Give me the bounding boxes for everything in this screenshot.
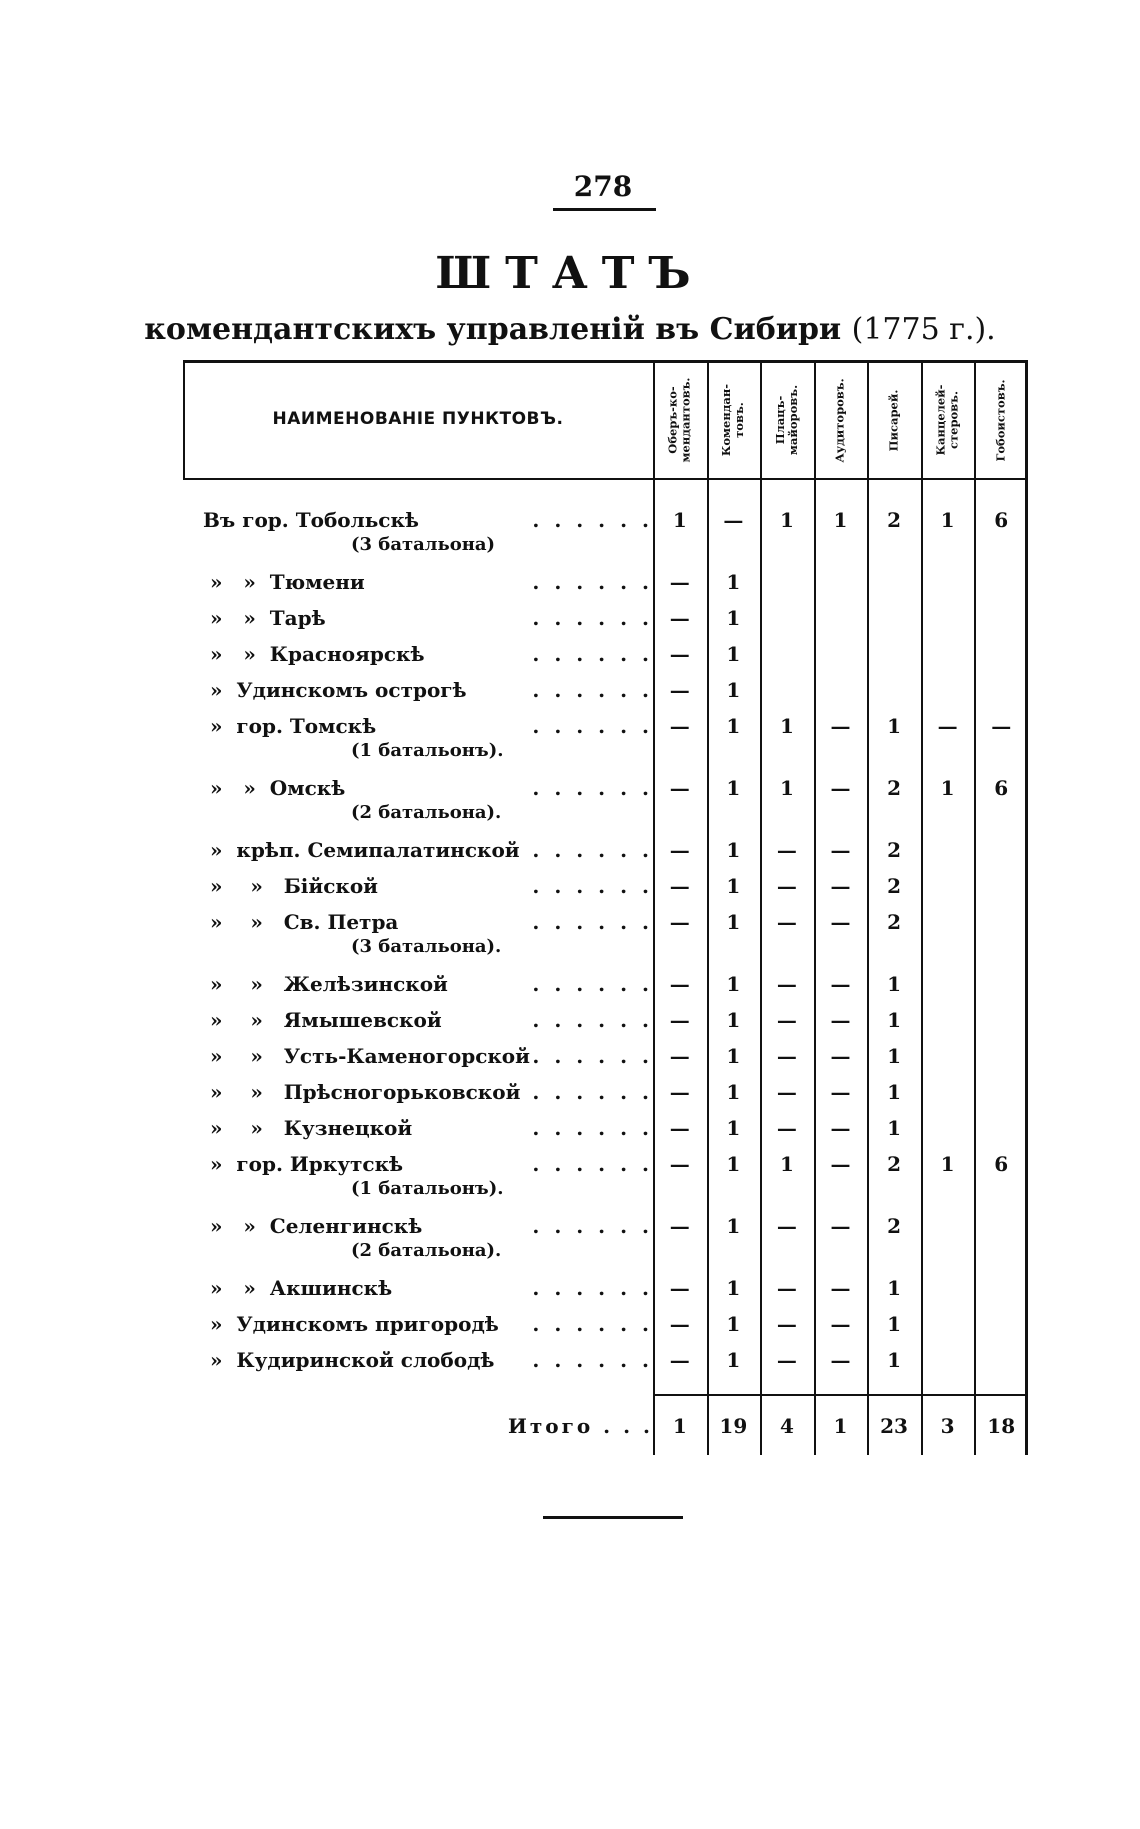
table-row (183, 678, 1028, 714)
row-leader-dots: . . . . . . (532, 1152, 653, 1176)
table-row (183, 1348, 1028, 1384)
table-cell: — (830, 1044, 851, 1068)
table-cell: — (669, 714, 690, 738)
table-cell: 1 (726, 874, 741, 898)
table-cell: — (937, 714, 958, 738)
table-row (183, 1044, 1028, 1080)
row-leader-dots: . . . . . . (532, 508, 653, 532)
table-cell: — (669, 1008, 690, 1032)
table-cell: — (669, 1080, 690, 1104)
table-cell: 1 (887, 714, 902, 738)
table-cell: 6 (994, 776, 1009, 800)
column-header-label: Комендан- товъ. (719, 383, 747, 457)
table-cell: 1 (726, 714, 741, 738)
table-cell: 1 (726, 910, 741, 934)
table-cell: 1 (940, 776, 955, 800)
table-cell: — (830, 910, 851, 934)
table-cell: — (830, 1152, 851, 1176)
row-leader-dots: . . . . . . (532, 1080, 653, 1104)
row-location-name: » » Прѣсногорьковской (203, 1080, 521, 1104)
table-row (183, 972, 1028, 1008)
table-cell: — (830, 1008, 851, 1032)
row-leader-dots: . . . . . . (532, 1008, 653, 1032)
name-column-header: НАИМЕНОВАНІЕ ПУНКТОВЪ. (272, 409, 564, 429)
row-location-name: » » Св. Петра (203, 910, 399, 934)
table-cell: — (830, 1080, 851, 1104)
table-cell: 1 (779, 714, 794, 738)
table-cell: — (669, 1276, 690, 1300)
table-cell: — (776, 1080, 797, 1104)
table-cell: 1 (726, 1276, 741, 1300)
table-cell: — (669, 1116, 690, 1140)
column-header (707, 365, 761, 475)
row-battalion-note: (1 батальонъ). (351, 1178, 504, 1199)
table-cell: 1 (726, 1080, 741, 1104)
table-cell: — (830, 1276, 851, 1300)
table-cell: 1 (726, 1348, 741, 1372)
staff-table (183, 360, 1028, 1455)
table-cell: 1 (726, 642, 741, 666)
table-row (183, 838, 1028, 874)
row-location-name: Въ гор. Тобольскѣ (203, 508, 419, 532)
table-cell: 1 (779, 508, 794, 532)
table-cell: — (830, 1312, 851, 1336)
table-cell: — (776, 1116, 797, 1140)
table-row (183, 1116, 1028, 1152)
column-header-label: Оберъ-ко- мендантовъ. (665, 377, 693, 463)
table-row (183, 776, 1028, 838)
page-number-rule (553, 208, 656, 211)
table-cell: — (830, 838, 851, 862)
table-cell: — (776, 972, 797, 996)
table-cell: 2 (887, 910, 902, 934)
row-location-name: » » Ямышевской (203, 1008, 442, 1032)
table-cell: 1 (833, 508, 848, 532)
table-row (183, 1080, 1028, 1116)
table-left-border (183, 360, 185, 478)
table-cell: — (669, 874, 690, 898)
table-top-border (183, 360, 1028, 363)
row-location-name: » » Омскѣ (203, 776, 346, 800)
totals-top-border (653, 1394, 1028, 1396)
row-location-name: » Удинскомъ пригородѣ (203, 1312, 499, 1336)
row-location-name: » » Тарѣ (203, 606, 326, 630)
total-cell: 18 (987, 1414, 1016, 1438)
column-header-label: Писарей. (886, 389, 901, 451)
header-bottom-border (183, 478, 1028, 480)
row-location-name: » гор. Иркутскѣ (203, 1152, 404, 1176)
table-cell: 2 (887, 874, 902, 898)
table-cell: 1 (779, 1152, 794, 1176)
table-cell: — (669, 678, 690, 702)
table-cell: 1 (887, 1312, 902, 1336)
table-cell: — (776, 1276, 797, 1300)
row-location-name: » » Бійской (203, 874, 379, 898)
table-cell: — (830, 874, 851, 898)
table-row (183, 1312, 1028, 1348)
column-header-label: Канцелей- стеровъ. (933, 384, 961, 456)
table-cell: — (776, 1348, 797, 1372)
table-cell: 1 (726, 1116, 741, 1140)
table-cell: 1 (726, 1152, 741, 1176)
table-cell: 1 (726, 570, 741, 594)
table-cell: — (776, 1008, 797, 1032)
table-cell: 1 (726, 1008, 741, 1032)
total-cell: 4 (779, 1414, 794, 1438)
column-header (867, 365, 921, 475)
column-header (814, 365, 868, 475)
table-cell: 2 (887, 1214, 902, 1238)
table-cell: 2 (887, 776, 902, 800)
end-rule (543, 1516, 683, 1519)
table-cell: 6 (994, 508, 1009, 532)
row-battalion-note: (3 батальона) (351, 534, 496, 555)
row-leader-dots: . . . . . . (532, 1348, 653, 1372)
table-cell: — (776, 910, 797, 934)
table-cell: 1 (726, 1312, 741, 1336)
table-cell: — (723, 508, 744, 532)
table-row (183, 1008, 1028, 1044)
table-cell: 2 (887, 1152, 902, 1176)
totals-label: Итого . . . (507, 1414, 653, 1438)
table-cell: 1 (887, 1080, 902, 1104)
table-cell: — (669, 776, 690, 800)
table-row (183, 1276, 1028, 1312)
table-row (183, 874, 1028, 910)
row-leader-dots: . . . . . . (532, 1044, 653, 1068)
row-location-name: » » Тюмени (203, 570, 365, 594)
table-cell: — (669, 1214, 690, 1238)
row-leader-dots: . . . . . . (532, 1116, 653, 1140)
row-leader-dots: . . . . . . (532, 570, 653, 594)
table-cell: 1 (887, 1008, 902, 1032)
table-cell: 1 (887, 1116, 902, 1140)
total-cell: 3 (940, 1414, 955, 1438)
document-subtitle (0, 312, 1140, 347)
row-location-name: » » Усть-Каменогорской (203, 1044, 530, 1068)
row-battalion-note: (2 батальона). (351, 1240, 502, 1261)
table-cell: — (776, 1214, 797, 1238)
table-cell: 1 (726, 1044, 741, 1068)
table-cell: 1 (887, 1044, 902, 1068)
table-cell: — (669, 606, 690, 630)
totals-row (183, 1414, 1028, 1446)
table-cell: — (669, 972, 690, 996)
row-battalion-note: (3 батальона). (351, 936, 502, 957)
row-leader-dots: . . . . . . (532, 776, 653, 800)
table-cell: — (669, 570, 690, 594)
table-cell: 1 (887, 972, 902, 996)
table-row (183, 910, 1028, 972)
table-cell: 1 (940, 508, 955, 532)
column-header (921, 365, 975, 475)
row-leader-dots: . . . . . . (532, 910, 653, 934)
table-cell: 1 (887, 1276, 902, 1300)
total-cell: 19 (719, 1414, 748, 1438)
subtitle-text: комендантскихъ управленій въ Сибири (144, 312, 842, 347)
table-cell: — (991, 714, 1012, 738)
row-location-name: » Удинскомъ острогѣ (203, 678, 467, 702)
row-location-name: » крѣп. Семипалатинской (203, 838, 520, 862)
column-header-label: Аудиторовъ. (832, 377, 847, 463)
table-cell: — (669, 1312, 690, 1336)
document-title: ШТАТЪ (435, 248, 705, 299)
row-leader-dots: . . . . . . (532, 1214, 653, 1238)
table-cell: — (830, 972, 851, 996)
table-row (183, 714, 1028, 776)
table-cell: 1 (726, 776, 741, 800)
table-cell: — (669, 910, 690, 934)
row-location-name: » гор. Томскѣ (203, 714, 377, 738)
column-header-label: Гобоистовъ. (993, 378, 1008, 462)
row-leader-dots: . . . . . . (532, 714, 653, 738)
row-battalion-note: (2 батальона). (351, 802, 502, 823)
table-cell: — (669, 1152, 690, 1176)
table-cell: — (776, 1312, 797, 1336)
row-leader-dots: . . . . . . (532, 1276, 653, 1300)
row-leader-dots: . . . . . . (532, 678, 653, 702)
table-cell: — (830, 1348, 851, 1372)
table-cell: 1 (726, 606, 741, 630)
row-location-name: » » Кузнецкой (203, 1116, 413, 1140)
table-row (183, 570, 1028, 606)
table-cell: 1 (887, 1348, 902, 1372)
column-header (653, 365, 707, 475)
table-cell: — (776, 874, 797, 898)
table-cell: 2 (887, 838, 902, 862)
row-location-name: » Кудиринской слободѣ (203, 1348, 495, 1372)
table-cell: 1 (726, 972, 741, 996)
table-row (183, 1152, 1028, 1214)
table-cell: — (830, 776, 851, 800)
row-leader-dots: . . . . . . (532, 606, 653, 630)
table-cell: 1 (779, 776, 794, 800)
table-cell: 1 (940, 1152, 955, 1176)
row-location-name: » » Акшинскѣ (203, 1276, 393, 1300)
row-location-name: » » Красноярскѣ (203, 642, 425, 666)
table-cell: — (830, 1116, 851, 1140)
table-cell: 2 (887, 508, 902, 532)
row-leader-dots: . . . . . . (532, 838, 653, 862)
table-cell: — (669, 642, 690, 666)
row-leader-dots: . . . . . . (532, 642, 653, 666)
table-cell: — (776, 838, 797, 862)
table-cell: — (776, 1044, 797, 1068)
column-header (974, 365, 1028, 475)
table-row (183, 1214, 1028, 1276)
row-location-name: » » Селенгинскѣ (203, 1214, 423, 1238)
table-cell: — (669, 1044, 690, 1068)
total-cell: 1 (833, 1414, 848, 1438)
table-cell: — (669, 838, 690, 862)
row-location-name: » » Желѣзинской (203, 972, 448, 996)
table-cell: — (830, 714, 851, 738)
table-cell: — (669, 1348, 690, 1372)
table-cell: 1 (726, 838, 741, 862)
column-header-label: Плацъ- майоровъ. (772, 384, 800, 456)
total-cell: 1 (672, 1414, 687, 1438)
row-battalion-note: (1 батальонъ). (351, 740, 504, 761)
total-cell: 23 (880, 1414, 908, 1438)
table-cell: — (830, 1214, 851, 1238)
row-leader-dots: . . . . . . (532, 1312, 653, 1336)
table-row (183, 642, 1028, 678)
row-leader-dots: . . . . . . (532, 972, 653, 996)
table-cell: 1 (672, 508, 687, 532)
subtitle-year: (1775 г.). (851, 312, 996, 347)
column-header (760, 365, 814, 475)
table-row (183, 606, 1028, 642)
table-cell: 1 (726, 678, 741, 702)
page-number: 278 (573, 170, 633, 203)
table-cell: 1 (726, 1214, 741, 1238)
table-cell: 6 (994, 1152, 1009, 1176)
row-leader-dots: . . . . . . (532, 874, 653, 898)
table-row (183, 508, 1028, 570)
